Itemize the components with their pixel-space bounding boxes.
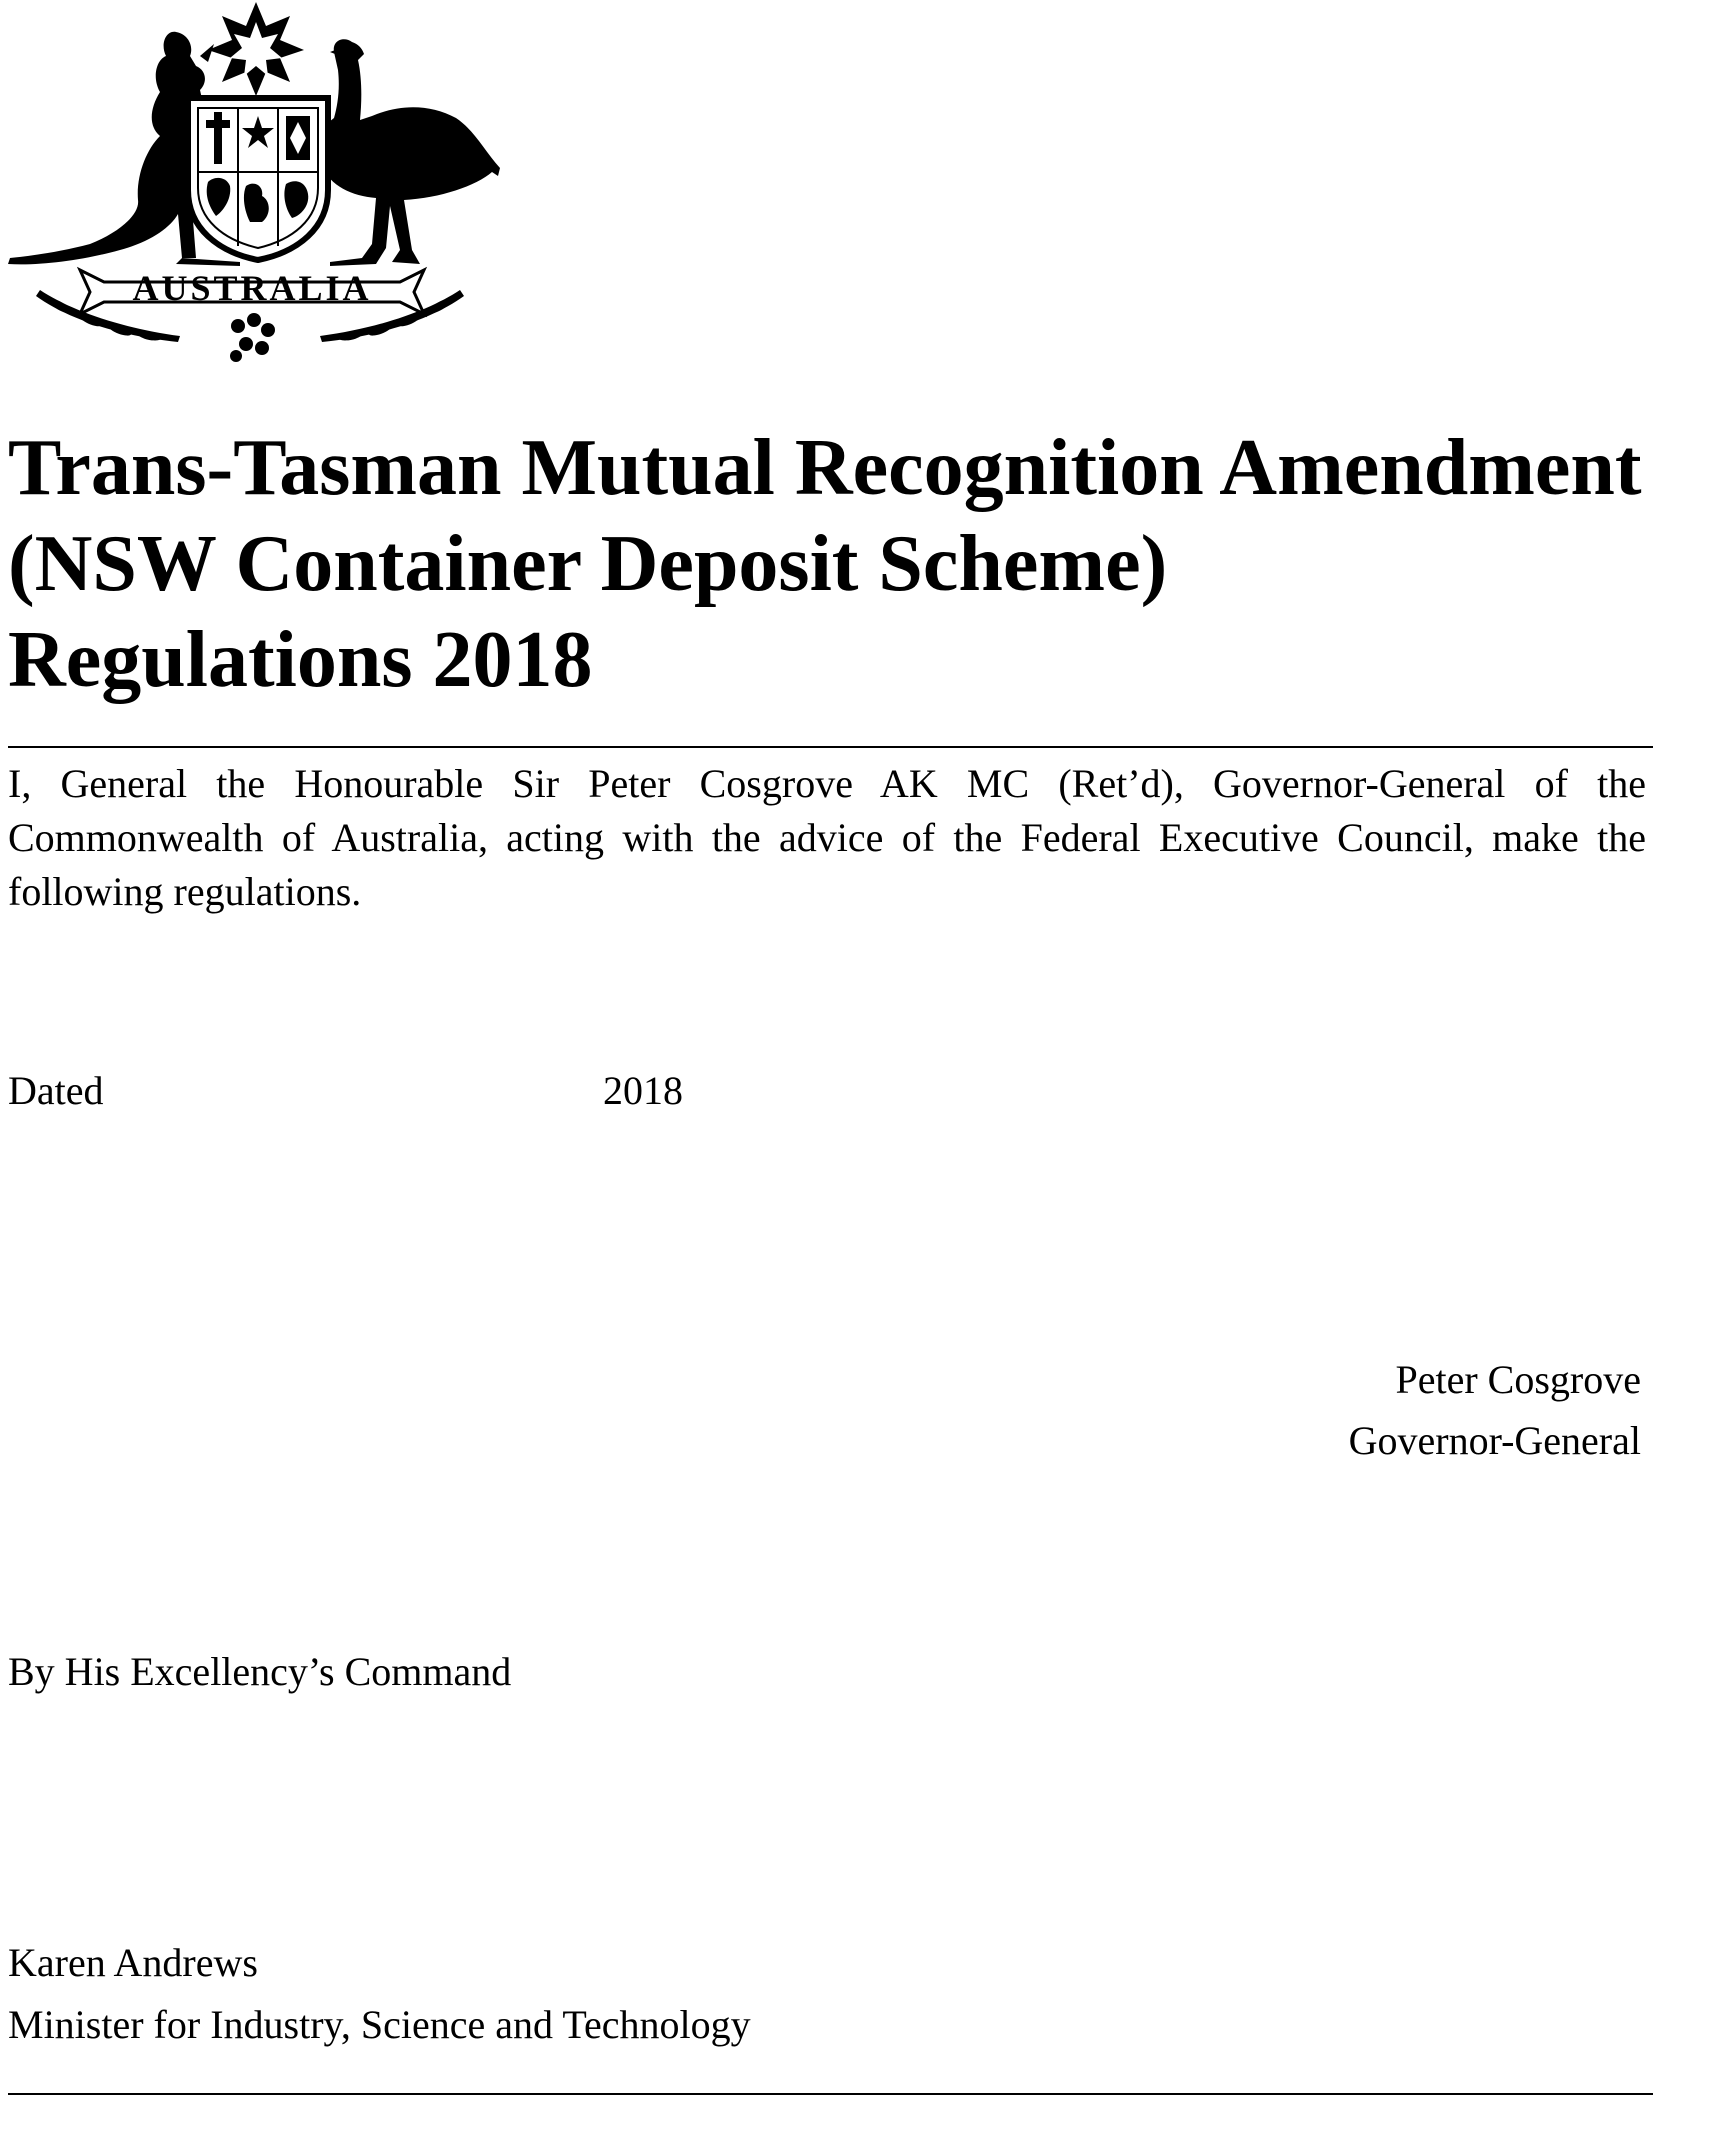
top-divider	[8, 746, 1653, 748]
governor-general-title: Governor-General	[1348, 1418, 1641, 1463]
command-line: By His Excellency’s Command	[8, 1649, 512, 1694]
emu-icon	[319, 39, 500, 266]
bottom-divider	[8, 2093, 1653, 2095]
title-line-3: Regulations 2018	[8, 616, 593, 704]
dated-year: 2018	[603, 1068, 683, 1113]
minister-title: Minister for Industry, Science and Technology	[8, 2002, 751, 2047]
preamble-paragraph: I, General the Honourable Sir Peter Cosgrove AK MC (Ret’d), Governor-General of the Commonwealth of Australia, acting with the advice of the Federal Executive Council, make the following regulations.	[8, 761, 1646, 914]
title-line-2: (NSW Container Deposit Scheme)	[8, 520, 1168, 608]
minister-signature-block	[8, 1932, 751, 2056]
governor-general-signature-block	[1349, 1349, 1641, 1471]
regulation-title	[8, 420, 1723, 708]
crest-motto: AUSTRALIA	[132, 268, 372, 308]
dated-label: Dated	[8, 1068, 104, 1113]
coat-of-arms-crest-icon	[0, 0, 500, 365]
title-line-1: Trans-Tasman Mutual Recognition Amendment	[8, 424, 1642, 512]
minister-name: Karen Andrews	[8, 1940, 258, 1985]
governor-general-name: Peter Cosgrove	[1395, 1357, 1641, 1402]
shield-icon	[188, 98, 328, 260]
